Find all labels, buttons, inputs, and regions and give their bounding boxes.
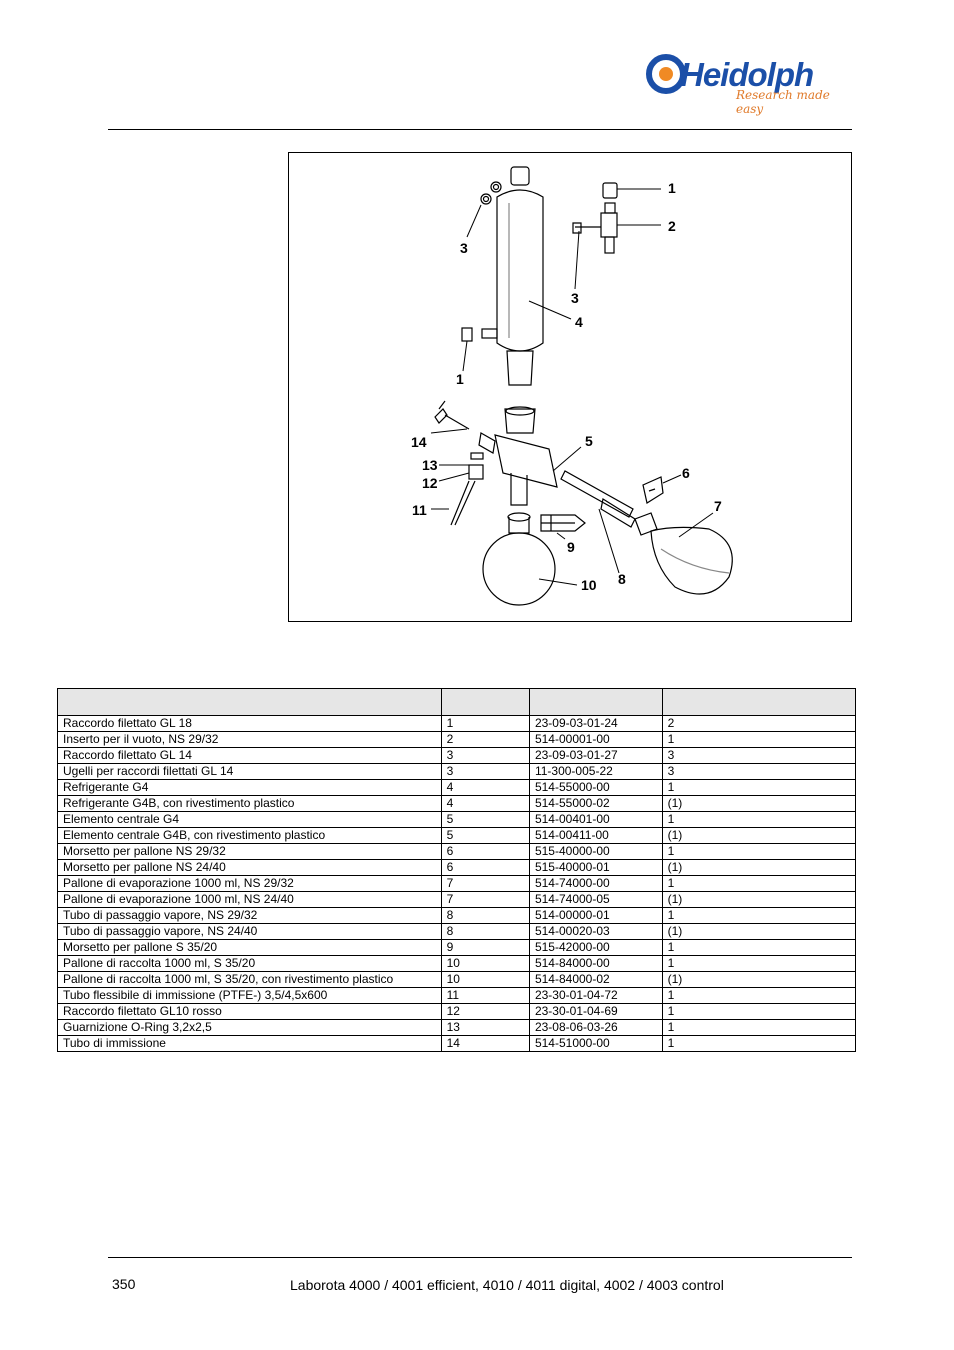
cell-description: Raccordo filettato GL 14 [58, 748, 442, 764]
cell-quantity: (1) [662, 972, 855, 988]
cell-quantity: (1) [662, 796, 855, 812]
cell-description: Guarnizione O-Ring 3,2x2,5 [58, 1020, 442, 1036]
table-row [58, 844, 856, 860]
cell-position: 6 [441, 844, 529, 860]
inlet-tube-icon [435, 401, 469, 429]
cell-part-number: 514-55000-00 [529, 780, 662, 796]
cell-quantity: (1) [662, 860, 855, 876]
cell-description: Tubo di immissione [58, 1036, 442, 1052]
cell-description: Morsetto per pallone NS 29/32 [58, 844, 442, 860]
table-row [58, 940, 856, 956]
header-rule [108, 129, 852, 130]
cell-quantity: 1 [662, 940, 855, 956]
cell-quantity: 1 [662, 956, 855, 972]
screw-cap-gl18-left-icon [462, 328, 472, 341]
cell-description: Pallone di evaporazione 1000 ml, NS 24/40 [58, 892, 442, 908]
header-description [58, 689, 442, 716]
cell-description: Raccordo filettato GL10 rosso [58, 1004, 442, 1020]
cell-part-number: 514-00401-00 [529, 812, 662, 828]
cell-position: 3 [441, 748, 529, 764]
table-row [58, 908, 856, 924]
cell-part-number: 514-74000-05 [529, 892, 662, 908]
cell-position: 1 [441, 716, 529, 732]
cell-part-number: 514-00001-00 [529, 732, 662, 748]
threaded-fitting-gl10-icon [469, 465, 483, 479]
cell-position: 8 [441, 924, 529, 940]
cell-position: 5 [441, 812, 529, 828]
glassware-diagram [289, 153, 853, 623]
logo-wordmark: Heidolph [680, 56, 814, 93]
condenser-lower-joint [507, 351, 533, 385]
cell-position: 6 [441, 860, 529, 876]
cell-part-number: 23-30-01-04-69 [529, 1004, 662, 1020]
table-row [58, 732, 856, 748]
cell-part-number: 514-51000-00 [529, 1036, 662, 1052]
cell-quantity: 1 [662, 1020, 855, 1036]
cell-description: Pallone di evaporazione 1000 ml, NS 29/32 [58, 876, 442, 892]
cell-position: 11 [441, 988, 529, 1004]
table-row [58, 764, 856, 780]
cell-position: 12 [441, 1004, 529, 1020]
table-row [58, 876, 856, 892]
cell-description: Refrigerante G4 [58, 780, 442, 796]
table-row [58, 956, 856, 972]
cell-quantity: 1 [662, 908, 855, 924]
cell-description: Pallone di raccolta 1000 ml, S 35/20, con rivestimento plastico [58, 972, 442, 988]
cell-quantity: 1 [662, 812, 855, 828]
callout-12: 12 [422, 475, 438, 491]
parts-table [57, 688, 856, 1052]
cell-part-number: 515-40000-01 [529, 860, 662, 876]
exploded-view-figure [288, 152, 852, 622]
header-part-number [529, 689, 662, 716]
cell-part-number: 514-84000-00 [529, 956, 662, 972]
cell-part-number: 23-08-06-03-26 [529, 1020, 662, 1036]
cell-part-number: 11-300-005-22 [529, 764, 662, 780]
cell-part-number: 514-00411-00 [529, 828, 662, 844]
cell-position: 4 [441, 796, 529, 812]
condenser-body [497, 190, 543, 351]
page-number: 350 [112, 1276, 136, 1292]
cell-quantity: (1) [662, 924, 855, 940]
table-row [58, 828, 856, 844]
cell-position: 8 [441, 908, 529, 924]
cell-description: Pallone di raccolta 1000 ml, S 35/20 [58, 956, 442, 972]
cell-part-number: 514-55000-02 [529, 796, 662, 812]
callout-10: 10 [581, 577, 597, 593]
condenser-side-port [482, 329, 497, 338]
cell-position: 9 [441, 940, 529, 956]
callout-1-top: 1 [668, 180, 676, 196]
cell-quantity: 1 [662, 876, 855, 892]
cell-description: Morsetto per pallone NS 24/40 [58, 860, 442, 876]
footer-rule [108, 1257, 852, 1258]
table-row [58, 748, 856, 764]
cell-quantity: 2 [662, 716, 855, 732]
vapor-tube [561, 471, 635, 527]
table-row [58, 812, 856, 828]
callout-8: 8 [618, 571, 626, 587]
cell-position: 4 [441, 780, 529, 796]
cell-description: Refrigerante G4B, con rivestimento plastico [58, 796, 442, 812]
cell-quantity: 1 [662, 988, 855, 1004]
table-row [58, 780, 856, 796]
cell-description: Tubo di passaggio vapore, NS 24/40 [58, 924, 442, 940]
callout-14: 14 [411, 434, 427, 450]
table-row [58, 1004, 856, 1020]
cell-description: Tubo di passaggio vapore, NS 29/32 [58, 908, 442, 924]
header-quantity [662, 689, 855, 716]
cell-description: Raccordo filettato GL 18 [58, 716, 442, 732]
cell-quantity: 1 [662, 732, 855, 748]
cell-quantity: 1 [662, 1036, 855, 1052]
callout-2: 2 [668, 218, 676, 234]
cell-part-number: 514-00020-03 [529, 924, 662, 940]
cell-quantity: 1 [662, 1004, 855, 1020]
callout-3-left: 3 [460, 240, 468, 256]
table-row [58, 972, 856, 988]
cell-quantity: 1 [662, 780, 855, 796]
flask-clamp-s35-icon [541, 515, 585, 531]
table-row [58, 716, 856, 732]
cell-quantity: (1) [662, 828, 855, 844]
central-element [479, 407, 557, 505]
cell-position: 10 [441, 972, 529, 988]
header-position [441, 689, 529, 716]
cell-position: 5 [441, 828, 529, 844]
cell-description: Tubo flessibile di immissione (PTFE-) 3,5/4,5x600 [58, 988, 442, 1004]
cell-position: 10 [441, 956, 529, 972]
callout-13: 13 [422, 457, 438, 473]
callout-9: 9 [567, 539, 575, 555]
cell-description: Elemento centrale G4B, con rivestimento plastico [58, 828, 442, 844]
cell-position: 2 [441, 732, 529, 748]
receiving-flask [483, 513, 555, 605]
ptfe-hose-icon [451, 481, 475, 525]
table-row [58, 988, 856, 1004]
callout-3-right: 3 [571, 290, 579, 306]
logo-tagline: Research made easy [736, 88, 830, 116]
cell-description: Elemento centrale G4 [58, 812, 442, 828]
cell-position: 7 [441, 876, 529, 892]
callout-1-left: 1 [456, 371, 464, 387]
callout-4: 4 [575, 314, 583, 330]
cell-part-number: 514-00000-01 [529, 908, 662, 924]
cell-quantity: 1 [662, 844, 855, 860]
callout-7: 7 [714, 498, 722, 514]
cell-position: 7 [441, 892, 529, 908]
vacuum-insert-icon [573, 203, 617, 253]
callout-11: 11 [412, 502, 427, 518]
table-row [58, 860, 856, 876]
cell-part-number: 514-74000-00 [529, 876, 662, 892]
cell-description: Inserto per il vuoto, NS 29/32 [58, 732, 442, 748]
cell-quantity: 3 [662, 748, 855, 764]
screw-cap-gl18-icon [603, 183, 617, 198]
fitting-gl14-icon [481, 182, 501, 204]
condenser-top-joint [511, 167, 529, 185]
cell-part-number: 23-09-03-01-27 [529, 748, 662, 764]
table-row [58, 1020, 856, 1036]
evaporation-flask [635, 513, 732, 594]
table-header-row [58, 689, 856, 716]
cell-part-number: 515-40000-00 [529, 844, 662, 860]
table-row [58, 892, 856, 908]
flask-clamp-icon [643, 477, 663, 503]
footer-title: Laborota 4000 / 4001 efficient, 4010 / 4011 digital, 4002 / 4003 control [290, 1277, 724, 1293]
cell-part-number: 514-84000-02 [529, 972, 662, 988]
cell-quantity: (1) [662, 892, 855, 908]
callout-5: 5 [585, 433, 593, 449]
cell-part-number: 23-30-01-04-72 [529, 988, 662, 1004]
cell-part-number: 515-42000-00 [529, 940, 662, 956]
cell-description: Ugelli per raccordi filettati GL 14 [58, 764, 442, 780]
heidolph-logo [640, 50, 860, 114]
o-ring-icon [471, 453, 483, 459]
table-row [58, 796, 856, 812]
cell-part-number: 23-09-03-01-24 [529, 716, 662, 732]
cell-position: 14 [441, 1036, 529, 1052]
cell-position: 13 [441, 1020, 529, 1036]
table-row [58, 924, 856, 940]
cell-position: 3 [441, 764, 529, 780]
table-row [58, 1036, 856, 1052]
cell-quantity: 3 [662, 764, 855, 780]
callout-6: 6 [682, 465, 690, 481]
cell-description: Morsetto per pallone S 35/20 [58, 940, 442, 956]
